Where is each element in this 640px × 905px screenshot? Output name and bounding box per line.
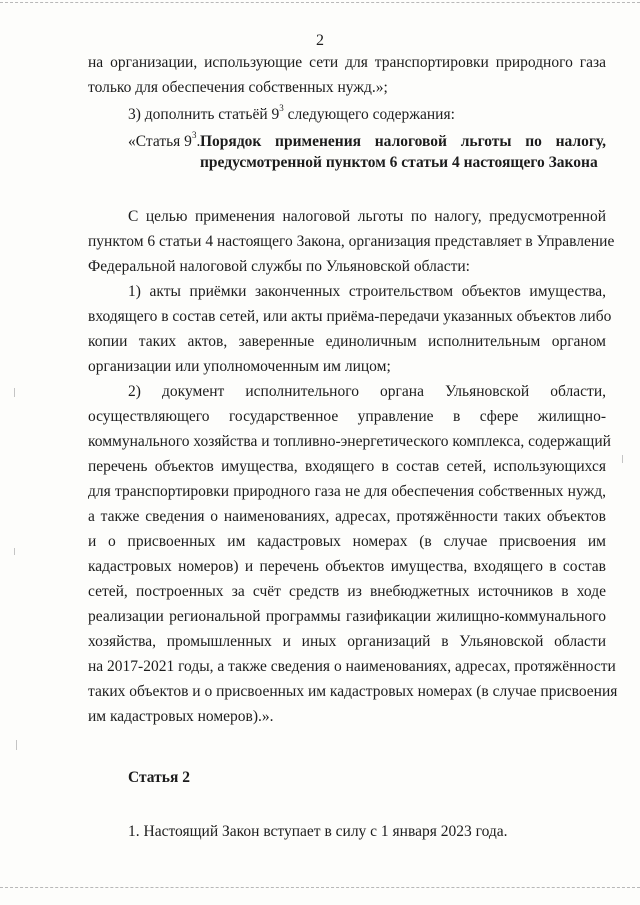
point-2-line: хозяйства, промышленных и иных организаций в Ульяновской области	[88, 633, 606, 650]
point-2-line: коммунального хозяйства и топливно-энергетического комплекса, содержащий	[88, 433, 611, 450]
article-2-heading: Статья 2	[128, 769, 190, 786]
paragraph-line: пунктом 6 статьи 4 настоящего Закона, организация представляет в Управление	[88, 233, 615, 250]
point-2-line: перечень объектов имущества, входящего в состав сетей, использующихся	[88, 458, 606, 475]
point-2-line: на 2017-2021 годы, а также сведения о наименованиях, адресах, протяжённости	[88, 658, 616, 675]
point-1-line: 1) акты приёмки законченных строительством объектов имущества,	[128, 283, 606, 300]
paragraph-line: на организации, использующие сети для транспортировки природного газа	[88, 54, 606, 71]
scan-edge-top	[0, 2, 640, 4]
point-1-line: входящего в состав сетей, или акты приёма-передачи указанных объектов либо	[88, 308, 612, 325]
scan-mark	[14, 388, 15, 397]
scan-edge-bottom	[0, 887, 640, 889]
point-2-line: им кадастровых номеров).».	[88, 708, 274, 725]
new-article-superscript: 3	[191, 130, 197, 140]
scan-mark	[16, 740, 17, 750]
point-2-line: таких объектов и о присвоенных им кадастровых номерах (в случае присвоения	[88, 683, 618, 700]
item-3-line	[128, 105, 606, 125]
point-2-line: кадастровых номеров) и перечень объектов имущества, входящего в состав	[88, 558, 606, 575]
page-number: 2	[316, 32, 324, 49]
new-article-title-line: Порядок применения налоговой льготы по налогу,	[200, 133, 606, 150]
scan-mark	[622, 455, 623, 463]
point-2-line: реализации региональной программы газификации жилищно-коммунального	[88, 608, 606, 625]
point-2-line: для транспортировки природного газа не для обеспечения собственных нужд,	[88, 483, 606, 500]
item-3-text: 3) дополнить статьёй 9	[128, 106, 280, 123]
article-2-paragraph: 1. Настоящий Закон вступает в силу с 1 января 2023 года.	[128, 823, 508, 840]
point-2-line: и о присвоенных им кадастровых номерах (в случае присвоения им	[88, 533, 606, 550]
paragraph-line: только для обеспечения собственных нужд.»;	[88, 79, 388, 96]
new-article-dot: .	[196, 133, 201, 150]
item-3-superscript: 3	[279, 103, 284, 113]
paragraph-line: С целью применения налоговой льготы по налогу, предусмотренной	[128, 208, 606, 225]
point-2-line: 2) документ исполнительного органа Ульяновской области,	[128, 383, 606, 400]
point-2-line: осуществляющего государственное управление в сфере жилищно-	[88, 408, 606, 425]
paragraph-line: Федеральной налоговой службы по Ульяновской области:	[88, 258, 470, 275]
point-1-line: копии таких актов, заверенные единоличным исполнительным органом	[88, 333, 606, 350]
point-2-line: сетей, построенных за счёт средств из внебюджетных источников в ходе	[88, 583, 606, 600]
new-article-title-line: предусмотренной пунктом 6 статьи 4 настоящего Закона	[200, 154, 598, 171]
point-1-line: организации или уполномоченным им лицом;	[88, 358, 391, 375]
scan-mark	[14, 548, 15, 555]
point-2-line: а также сведения о наименованиях, адресах, протяжённости таких объектов	[88, 508, 606, 525]
new-article-label	[128, 132, 200, 152]
new-article-label-text: «Статья 9	[128, 133, 192, 150]
item-3-rest: следующего содержания:	[283, 106, 455, 123]
